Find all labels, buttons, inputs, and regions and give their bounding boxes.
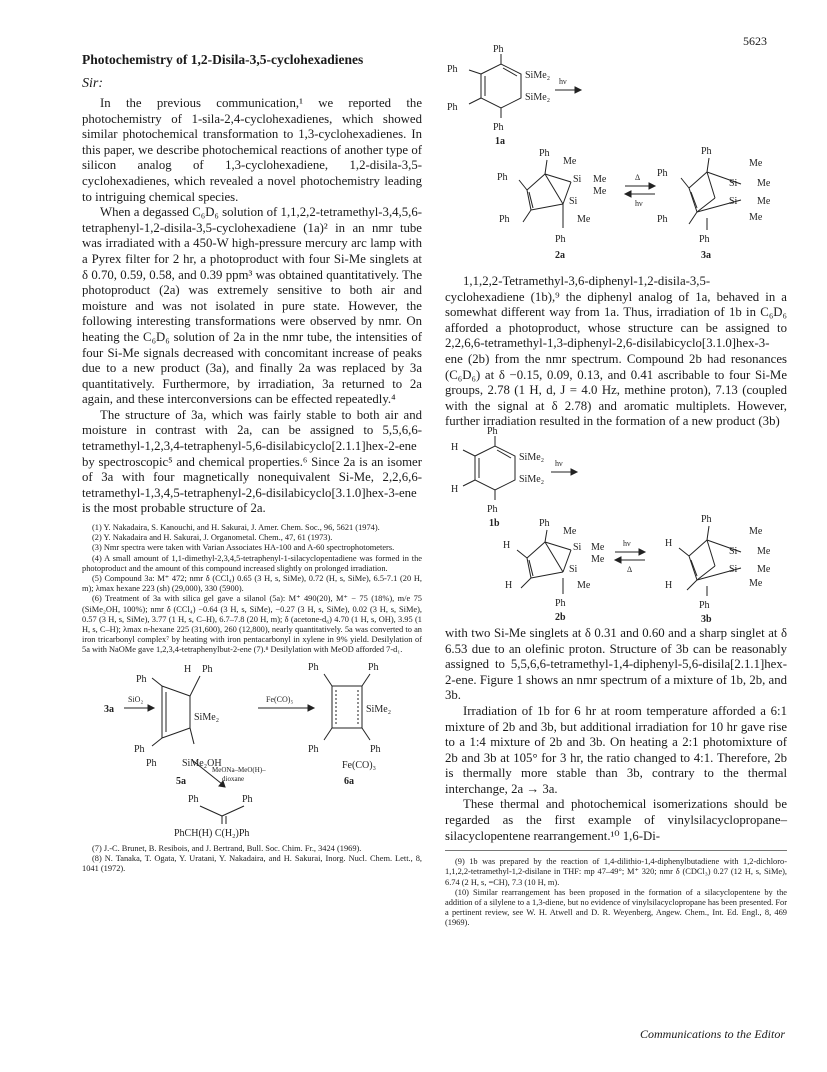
label-ph-5a-b: Ph <box>136 673 147 685</box>
label-h-2b-a: H <box>503 539 511 551</box>
label-1a: 1a <box>495 136 505 147</box>
label-6a: 6a <box>344 775 354 787</box>
label-si-2a-2: Si <box>569 196 578 207</box>
label-me-3b-4: Me <box>749 577 763 589</box>
label-ph-2a-top: Ph <box>539 148 550 159</box>
right-paragraph-4: These thermal and photochemical isomerizations should be regarded as the first example of vinylsilacyclopropane–silacyclopentene rearrangement.¹⁰ 1,6-Di- <box>445 797 787 843</box>
label-ph-2a-left2: Ph <box>499 214 510 225</box>
footnote-5: (5) Compound 3a: M⁺ 472; nmr δ (CCl₄) 0.65 (3 H, s, SiMe), 0.72 (H, s, SiMe), 6.5-7.1 (20 H, m); λmax hexane 223 (sh) (29,000), 330 (5900). <box>82 574 422 594</box>
label-3a: 3a <box>701 250 711 261</box>
label-2a: 2a <box>555 250 565 261</box>
label-ph-1a-left2: Ph <box>447 102 458 113</box>
label-h-1b-b: H <box>451 483 459 495</box>
label-hv-3: hν <box>555 458 563 468</box>
salutation: Sir: <box>82 76 103 91</box>
label-si-3a-1: Si <box>729 178 738 189</box>
label-5a: 5a <box>176 775 186 787</box>
label-sime2-1b-a: SiMe₂ <box>519 451 545 463</box>
article-title: Photochemistry of 1,2-Disila-3,5-cyclohexadienes <box>82 52 364 67</box>
label-3a-start: 3a <box>104 703 114 715</box>
label-ph-3a-left2: Ph <box>657 214 668 225</box>
label-me-3a-2: Me <box>757 178 771 189</box>
label-me-2b-3: Me <box>591 553 605 565</box>
label-ph-3a-left: Ph <box>657 168 668 179</box>
label-ph-2a-bottom: Ph <box>555 234 566 245</box>
footnote-6: (6) Treatment of 3a with silica gel gave a silanol (5a): M⁺ 490(20), M⁺ − 75 (18%), m/e 75 (SiMe₂OH, 100%); nmr δ (CCl₄) −0.64 (3 H, s, SiMe), −0.27 (3 H, s, SiMe), 0.02 (3 H, s, SiMe), 0.57 (3 H, s, SiMe), 3.77 (1 H, s, C–H), 6.7–7.8 (20 H, m); δ (acetone-d₆) 4.70 (1 H, s, OH), 3.95 (1 H, s, C–H); λmax n-hexane 225 (31,600), 260 (12,800), nearly quantitatively. 5a was converted to an iron tricarbonyl complex⁷ by heating with iron pentacarbonyl in xylene in 9% yield. Desilylation of 5a with NaOMe gave 1,2,3,4-tetraphenylbut-2-ene (7).⁸ Desilylation with MeOD afforded 7-d₁. <box>82 594 422 655</box>
footnote-4: (4) A small amount of 1,1-dimethyl-2,3,4,5-tetraphenyl-1-silacyclopentadiene was formed in the photoproduct and the amount of this compound increased slightly on prolonged irradiation. <box>82 553 422 573</box>
label-ph-6a-d: Ph <box>370 743 381 755</box>
label-hv-4: hν <box>623 538 631 548</box>
label-hv-2: hν <box>635 199 643 208</box>
left-paragraph-1: In the previous communication,¹ we reported the photochemistry of 1-sila-2,4-cyclohexadienes, which showed similar photochemical transformation to 1,3-cyclohexadienes. In this paper, we describe photochemical reactions of another type of silicon analog of 1,3-cyclohexadiene, 1,2-disila-3,5-cyclohexadienes, which revealed a novel photochemistry leading to intriguing chemical species. <box>82 96 422 204</box>
label-h-3b-a: H <box>665 537 673 549</box>
label-ph-5a-a: Ph <box>202 663 213 675</box>
label-ph-5a-c: Ph <box>134 743 145 755</box>
label-me-3a-1: Me <box>749 158 763 169</box>
label-sime2-1a-a: SiMe₂ <box>525 70 551 81</box>
label-ph-6a-c: Ph <box>308 743 319 755</box>
label-ph-2b-bottom: Ph <box>555 597 566 609</box>
label-feco3-6a: Fe(CO)₃ <box>342 759 377 771</box>
label-me-2a-1: Me <box>563 156 577 167</box>
label-me-2b-1: Me <box>563 525 577 537</box>
label-me-2a-4: Me <box>577 214 591 225</box>
label-me-2b-4: Me <box>577 579 591 591</box>
label-ph-7-b: Ph <box>242 793 253 805</box>
right-paragraph-2: with two Si-Me singlets at δ 0.31 and 0.60 and a sharp singlet at δ 6.53 due to an olefinic proton. Structure of 3b can be reasonably assigned to 5,5,6,6-tetramethyl-1,4-diphenyl-5,6-disila[2.1.1]hex-2-ene. Figure 1 shows an nmr spectrum of a mixture of 1b, 2b, and 3b. <box>445 625 787 703</box>
label-ph-6a-b: Ph <box>368 661 379 673</box>
label-ph-2b-top: Ph <box>539 517 550 529</box>
page-number: 5623 <box>743 34 767 48</box>
label-me-2a-3: Me <box>593 186 607 197</box>
label-ph-1b-top: Ph <box>487 425 498 437</box>
label-sio2: SiO₂ <box>128 694 144 704</box>
label-me-3b-1: Me <box>749 525 763 537</box>
label-ph-6a-a: Ph <box>308 661 319 673</box>
label-ph-7-a: Ph <box>188 793 199 805</box>
right-paragraph-1: 1,1,2,2-Tetramethyl-3,6-diphenyl-1,2-disila-3,5-cyclohexadiene (1b),⁹ the diphenyl analog of 1a, behaved in a somewhat different way from 1a. Thus, irradiation of 1b in C₆D₆ afforded a photoproduct, whose structure can be assigned to 2,2,6,6-tetramethyl-1,3-diphenyl-2,6-disilabicyclo[3.1.0]hex-3-ene (2b) from the nmr spectrum. Compound 2b had resonances (C₆D₆) at δ −0.15, 0.09, 0.13, and 0.41 ascribable to four Si-Me groups, 2.78 (1 H, d, J = 4.0 Hz, methine proton), 7.13 (coupled with the signal at δ 2.78) and aromatic multiplets. However, further irradiation resulted in the formation of a new product (3b) <box>445 274 787 429</box>
label-delta-2: Δ <box>627 564 633 574</box>
label-me-2b-2: Me <box>591 541 605 553</box>
label-si-3b-2: Si <box>729 563 738 575</box>
label-ph-5a-d: Ph <box>146 757 157 769</box>
label-si-2b-1: Si <box>573 541 582 553</box>
left-column <box>82 52 422 874</box>
right-paragraph-3: Irradiation of 1b for 6 hr at room temperature afforded a 6:1 mixture of 2b and 3b, but additional irradiation for 10 hr gave rise to a 1:4 mixture of 2b and 3b. On heating a 2:1 photomixture of 2b and 3b at 105° for 3 hr, the ratio changed to 4:1. Therefore, 2b is thermally more stable than 3b, contrary to the thermal interchange, 2a → 3a. <box>445 703 787 796</box>
footnote-1: (1) Y. Nakadaira, S. Kanouchi, and H. Sakurai, J. Amer. Chem. Soc., 96, 5621 (1974). <box>92 523 380 533</box>
label-meona: MeONa–MeO(H)– <box>212 765 266 774</box>
label-ph-3a-top: Ph <box>701 146 712 157</box>
label-ph-1a-top: Ph <box>493 44 504 55</box>
journal-footer: Communications to the Editor <box>640 1027 785 1041</box>
footnotes-left-bottom <box>82 844 422 875</box>
scheme-silanol-reactions <box>82 656 422 844</box>
footnote-8: (8) N. Tanaka, T. Ogata, Y. Uratani, Y. Nakadaira, and H. Sakurai, Inorg. Nucl. Chem. Lett., 8, 1041 (1972). <box>82 853 422 874</box>
label-sime2-5a: SiMe₂ <box>194 711 220 723</box>
left-paragraph-3: The structure of 3a, which was fairly stable to both air and moisture in contrast with 2a, can be assigned to 5,5,6,6-tetramethyl-1,2,3,4-tetraphenyl-5,6-disilabicyclo[2.1.1]hex-2-ene by spectroscopic⁵ and chemical properties.⁶ Since 2a is an isomer of 3a with four magnetically nonequivalent Si-Me, 2,2,6,6-tetramethyl-1,3,4,5-tetraphenyl-2,6-disilabicyclo[3.1.0]hex-3-ene is the most probable structure of 2a. <box>82 407 422 516</box>
label-ph-3b-bottom: Ph <box>699 599 710 611</box>
label-h-3b-b: H <box>665 579 673 591</box>
label-sime2-1b-b: SiMe₂ <box>519 473 545 485</box>
label-ph-1a-bottom: Ph <box>493 122 504 133</box>
footnotes-left <box>82 523 422 656</box>
right-column <box>445 44 787 929</box>
label-ph-1b-bottom: Ph <box>487 503 498 515</box>
label-ph-3b-top: Ph <box>701 513 712 525</box>
footnote-rule <box>445 850 787 851</box>
label-hv-1: hν <box>559 77 567 86</box>
footnote-3: (3) Nmr spectra were taken with Varian Associates HA-100 and A-60 spectrophotometers. <box>92 543 395 553</box>
label-3b: 3b <box>701 613 712 625</box>
label-1b: 1b <box>489 517 500 529</box>
label-ph-1a-left: Ph <box>447 64 458 75</box>
label-delta-1: Δ <box>635 173 641 182</box>
footnote-9: (9) 1b was prepared by the reaction of 1,4-dilithio-1,4-diphenylbutadiene with 1,2-dichloro-1,1,2,2-tetramethyl-1,2-disilane in THF: mp 47–49°; M⁺ 320; nmr δ (CDCl₃) 0.27 (12 H, s, SiMe), 6.74 (2 H, s, =CH), 7.3 (10 H, m). <box>445 857 787 887</box>
footnote-2: (2) Y. Nakadaira and H. Sakurai, J. Organometal. Chem., 47, 61 (1973). <box>92 533 333 543</box>
label-ph-chain-7: PhCH(H) C(H₂)Ph <box>174 827 250 839</box>
label-dioxane: dioxane <box>222 774 245 783</box>
label-me-2a-2: Me <box>593 174 607 185</box>
footnote-10: (10) Similar rearrangement has been proposed in the formation of a silacyclopentene by the addition of a silylene to a 1,3-diene, but no evidence of vinylsilacyclopropane has been presented. For a pertinent review, see W. H. Atwell and D. R. Weyenberg, Angew. Chem., Int. Ed. Engl., 8, 469 (1969). <box>445 887 787 928</box>
label-fe-co5: Fe(CO)₅ <box>266 694 294 704</box>
label-sime2oh-5a: SiMe₂OH <box>182 757 222 769</box>
label-ph-3a-bottom: Ph <box>699 234 710 245</box>
label-2b: 2b <box>555 611 566 623</box>
label-ph-2a-left: Ph <box>497 172 508 183</box>
label-h-1b-a: H <box>451 441 459 453</box>
label-h-5a: H <box>184 663 192 675</box>
label-sime2-1a-b: SiMe₂ <box>525 92 551 103</box>
footnotes-right <box>445 857 787 928</box>
label-me-3a-4: Me <box>749 212 763 223</box>
left-paragraph-2: When a degassed C₆D₆ solution of 1,1,2,2-tetramethyl-3,4,5,6-tetraphenyl-1,2-disila-3,5-cyclohexadiene (1a)² in an nmr tube was irradiated with a 450-W high-pressure mercury arc lamp with a Pyrex filter for 2 hr, a photoproduct with four Si-Me singlets at δ 0.70, 0.59, 0.58, and 0.39 ppm³ was obtained quantitatively. The photoproduct (2a) was extremely sensitive to both air and moisture and was not isolated in pure state. However, the following interesting transformations were observed by nmr. On heating the C₆D₆ solution of 2a in the nmr tube, the intensities of four Si-Me signals decreased with concomitant increase of peaks due to a new product (3a), and finally 2a was replaced by 3a quantitatively. Furthermore, by irradiation, 3a returned to 2a again, and these interconversions can be effected repeatedly.⁴ <box>82 205 422 407</box>
label-si-2b-2: Si <box>569 563 578 575</box>
label-sime2-6a: SiMe₂ <box>366 703 392 715</box>
label-si-3a-2: Si <box>729 196 738 207</box>
label-si-3b-1: Si <box>729 545 738 557</box>
scheme-1b-2b-3b <box>445 425 787 626</box>
label-si-2a-1: Si <box>573 174 582 185</box>
scheme-1a-2a-3a <box>445 44 787 274</box>
label-h-2b-b: H <box>505 579 513 591</box>
label-me-3a-3: Me <box>757 196 771 207</box>
footnote-7: (7) J.-C. Brunet, B. Resibois, and J. Bertrand, Bull. Soc. Chim. Fr., 3424 (1969). <box>92 843 362 853</box>
label-me-3b-3: Me <box>757 563 771 575</box>
label-me-3b-2: Me <box>757 545 771 557</box>
